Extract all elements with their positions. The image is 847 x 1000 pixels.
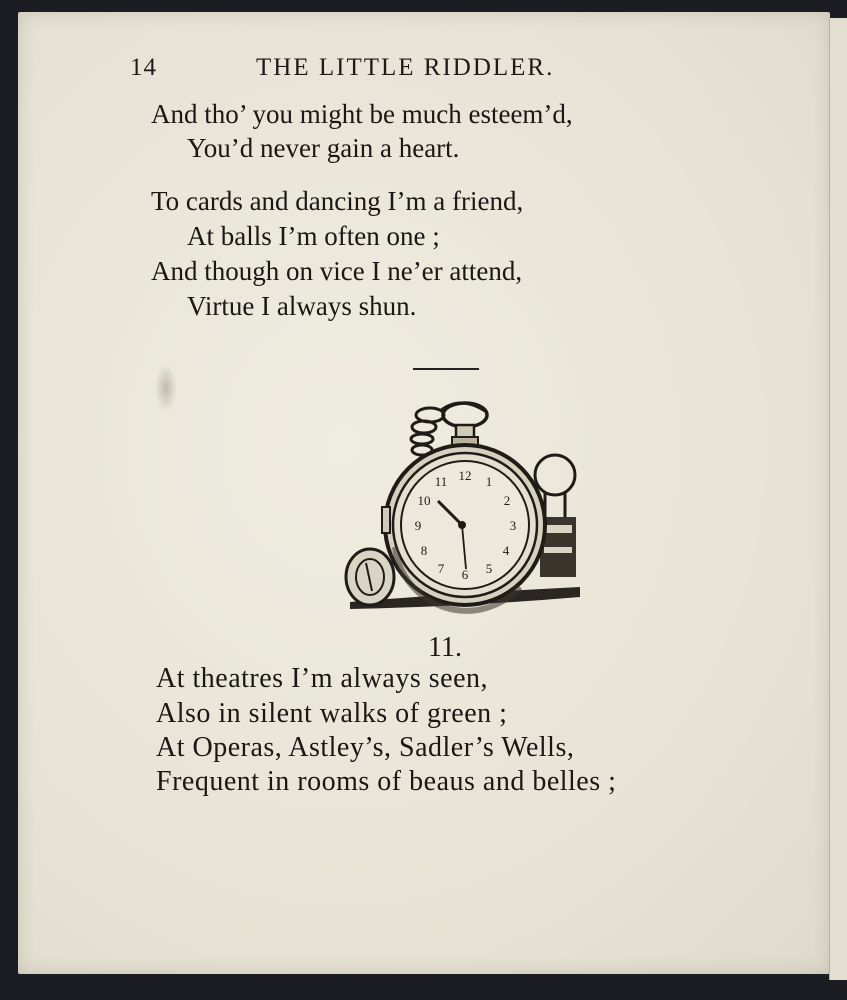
running-title: THE LITTLE RIDDLER. — [256, 54, 555, 81]
dial-numeral: 7 — [437, 560, 445, 576]
dial-numeral: 1 — [485, 473, 493, 489]
verse-line: And though on vice I ne’er attend, — [151, 256, 523, 286]
verse-line: To cards and dancing I’m a friend, — [151, 186, 524, 216]
riddle-line: Also in silent walks of green ; — [156, 698, 508, 729]
riddle-line: Frequent in rooms of beaus and belles ; — [156, 766, 617, 797]
book-page — [18, 12, 830, 974]
dial-numeral: 2 — [503, 492, 511, 508]
verse-line: Virtue I always shun. — [187, 291, 417, 321]
section-divider — [413, 368, 479, 370]
riddle-number: 11. — [428, 632, 462, 663]
dial-numeral: 5 — [485, 560, 493, 576]
pocket-watch-icon — [340, 397, 590, 617]
dial-numeral: 4 — [502, 542, 510, 558]
riddle-line: At Operas, Astley’s, Sadler’s Wells, — [156, 732, 575, 763]
dial-numeral: 10 — [417, 492, 431, 508]
paper-stain — [155, 364, 177, 412]
dial-numeral: 12 — [458, 467, 472, 483]
dial-numeral: 3 — [509, 517, 517, 533]
dial-numeral: 6 — [461, 566, 469, 582]
riddle-line: At theatres I’m always seen, — [156, 663, 488, 694]
dial-numeral: 8 — [420, 542, 428, 558]
adjacent-page-edge — [829, 18, 847, 980]
verse-line: And tho’ you might be much esteem’d, — [151, 99, 573, 129]
verse-line: You’d never gain a heart. — [187, 133, 460, 163]
page-header — [18, 54, 830, 84]
verse-line: At balls I’m often one ; — [187, 221, 440, 251]
page-number: 14 — [130, 54, 157, 81]
dial-numeral: 9 — [414, 517, 422, 533]
dial-numeral: 11 — [434, 473, 448, 489]
